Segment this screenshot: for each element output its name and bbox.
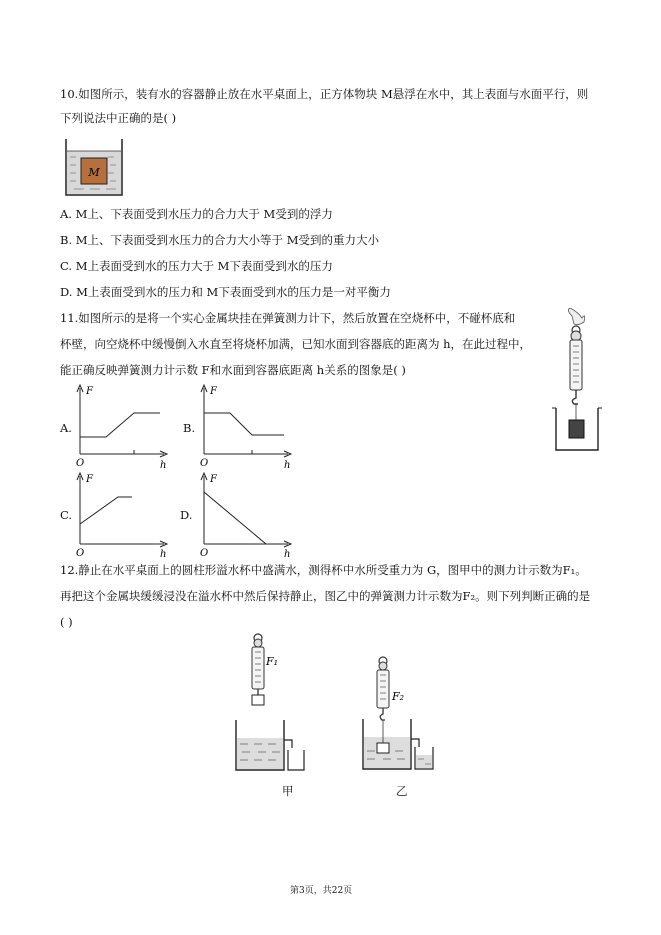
graph-c-origin: O xyxy=(76,548,85,558)
q12-figure-yi xyxy=(355,655,440,777)
graph-b-label: B. xyxy=(183,421,196,435)
graph-b[interactable] xyxy=(196,382,296,472)
graph-d[interactable] xyxy=(196,468,296,558)
fig-yi-caption: 乙 xyxy=(396,784,408,798)
fig-jia-caption: 甲 xyxy=(282,784,294,798)
graph-a-label: A. xyxy=(60,421,72,435)
graph-b-origin: O xyxy=(200,458,209,469)
q10-option-c: C. M上表面受到水的压力大于 M下表面受到水的压力 xyxy=(60,259,333,273)
q12-figure-jia xyxy=(230,632,310,777)
graph-d-y-label: F xyxy=(210,474,217,485)
graph-a[interactable] xyxy=(72,382,172,472)
q11-stem-line2: 杯壁，向空烧杯中缓慢倒入水直至将烧杯加满，已知水面到容器底的距离为 h，在此过程中， xyxy=(60,337,532,351)
q11-spring-scale-figure xyxy=(548,308,608,453)
graph-c-label: C. xyxy=(60,508,73,522)
q10-option-b: B. M上、下表面受到水压力的合力大小等于 M受到的重力大小 xyxy=(60,233,379,247)
fig-yi-force-label: F₂ xyxy=(392,690,405,703)
q11-stem-line1: 11.如图所示的是将一个实心金属块挂在弹簧测力计下，然后放置在空烧杯中，不碰杯底和 xyxy=(60,311,516,325)
graph-c-y-label: F xyxy=(86,474,93,485)
graph-b-curve xyxy=(204,413,284,435)
q12-stem-line2: 再把这个金属块缓缓浸没在溢水杯中然后保持静止，图乙中的弹簧测力计示数为F₂。则下列判断正确的是 xyxy=(60,589,591,603)
q12-stem-line1: 12.静止在水平桌面上的圆柱形溢水杯中盛满水，测得杯中水所受重力为 G，图甲中的测力计示数为F₁。 xyxy=(60,563,587,577)
graph-d-label: D. xyxy=(180,508,193,522)
q11-stem-line3: 能正确反映弹簧测力计示数 F和水面到容器底距离 h关系的图象是( ) xyxy=(60,363,406,377)
graph-d-curve xyxy=(204,492,266,544)
graph-a-origin: O xyxy=(76,458,85,469)
q10-option-a: A. M上、下表面受到水压力的合力大于 M受到的浮力 xyxy=(60,207,333,221)
page-footer: 第3页，共22页 xyxy=(290,886,353,896)
graph-c-curve xyxy=(80,497,132,524)
graph-d-x-label: h xyxy=(284,549,291,558)
graph-c-x-label: h xyxy=(160,549,167,558)
graph-b-y-label: F xyxy=(210,386,217,397)
q10-stem-line1: 10.如图所示，装有水的容器静止放在水平桌面上，正方体物块 M悬浮在水中，其上表面与水面平行，则 xyxy=(60,87,589,101)
q10-option-d: D. M上表面受到水的压力和 M下表面受到水的压力是一对平衡力 xyxy=(60,285,391,299)
graph-a-x-label: h xyxy=(160,460,167,471)
graph-a-curve xyxy=(80,413,160,437)
fig-jia-force-label: F₁ xyxy=(266,655,279,668)
q12-stem-line3: ( ) xyxy=(60,615,73,629)
q10-figure-label: M xyxy=(88,166,100,179)
graph-a-y-label: F xyxy=(86,386,93,397)
graph-c[interactable] xyxy=(72,468,172,558)
graph-b-x-label: h xyxy=(284,460,291,471)
graph-d-origin: O xyxy=(200,548,209,558)
q10-container-figure xyxy=(60,135,130,200)
q10-stem-line2: 下列说法中正确的是( ) xyxy=(60,111,177,125)
